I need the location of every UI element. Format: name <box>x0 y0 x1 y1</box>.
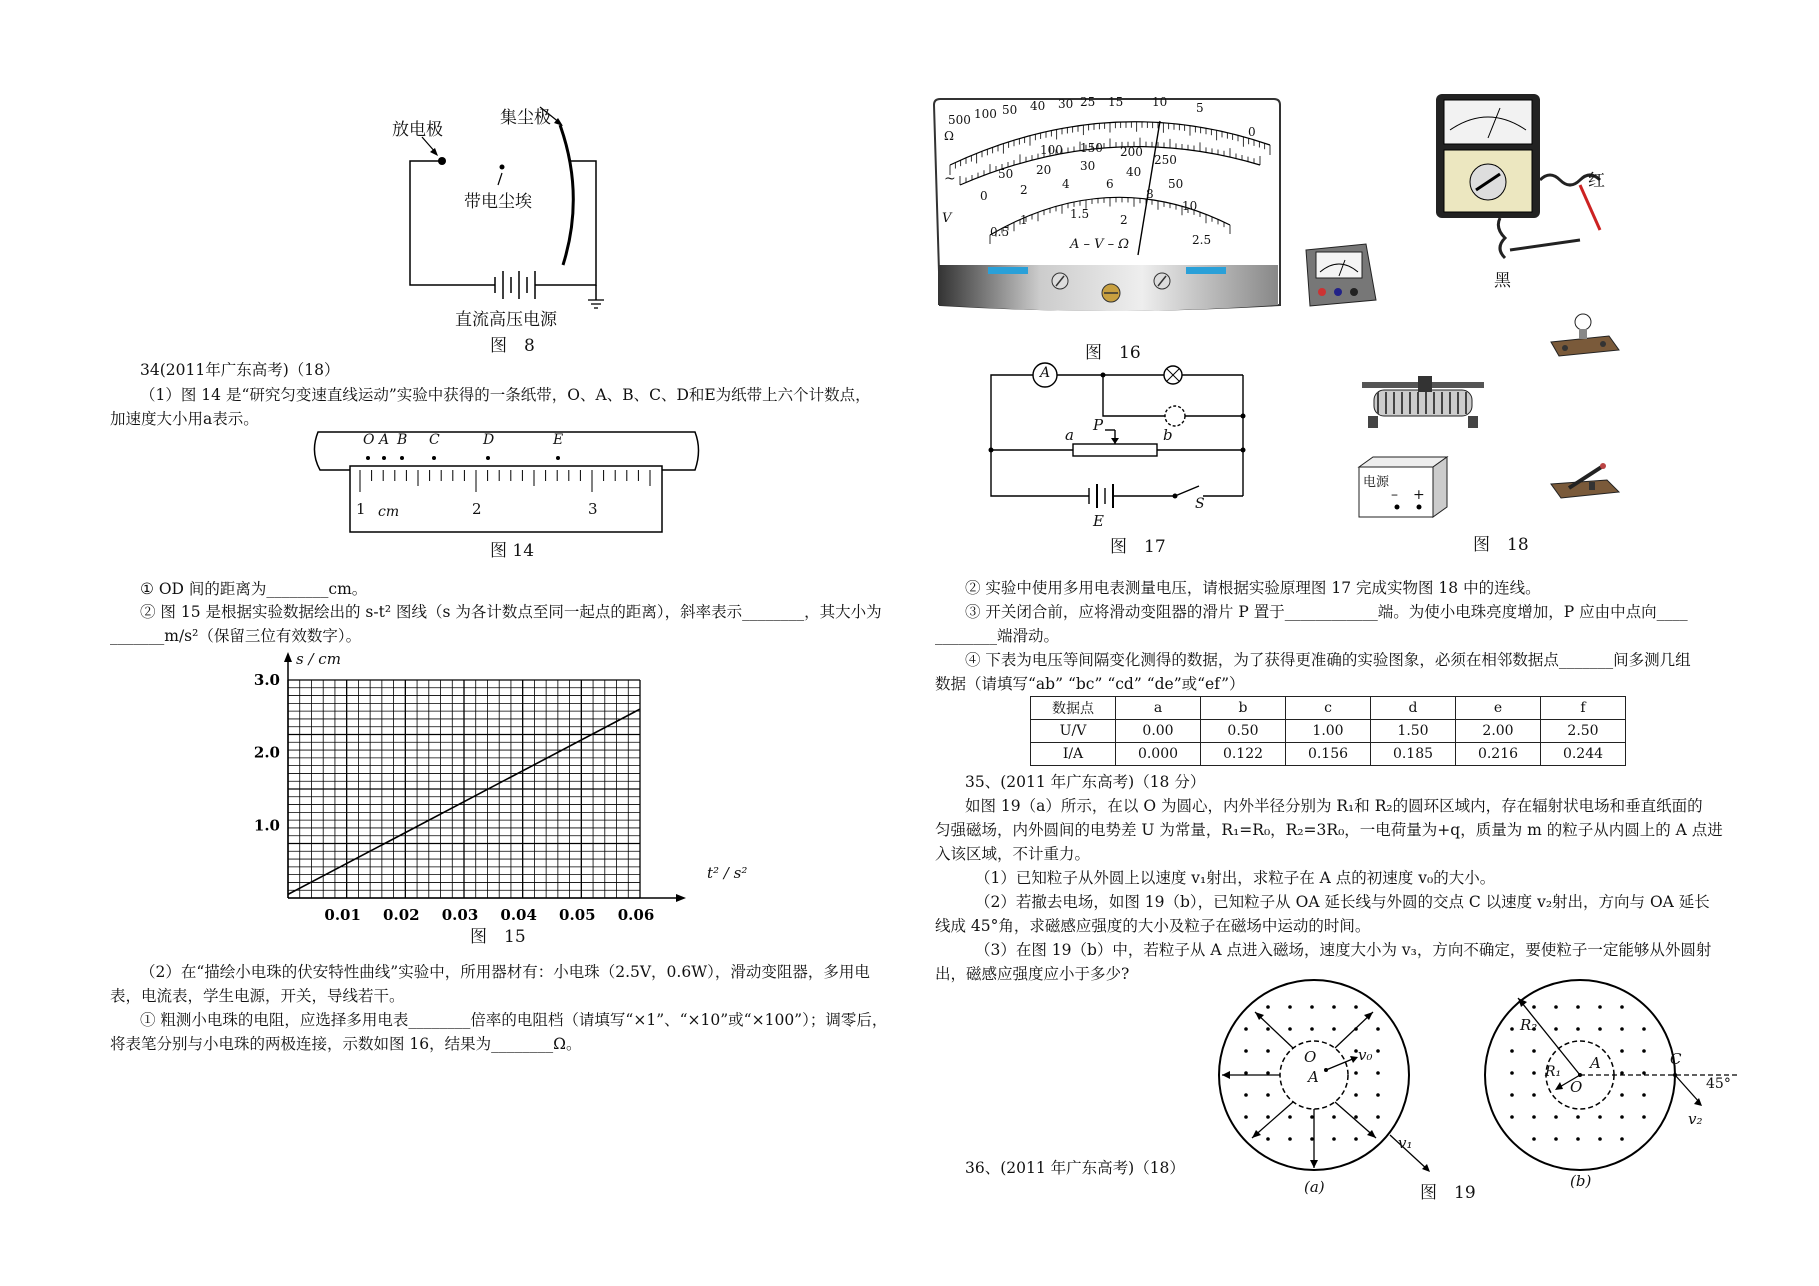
meter-scale-v: 0.5 <box>990 225 1010 239</box>
table-row <box>1031 697 1626 720</box>
figure-16-caption: 图 16 <box>1085 343 1141 363</box>
table-cell: 0.00 <box>1116 720 1201 743</box>
meter-scale-omega: 500 <box>948 113 971 127</box>
multimeter-device <box>1430 90 1610 290</box>
table-cell: 2.50 <box>1541 720 1626 743</box>
x-tick-label: 0.02 <box>383 906 420 920</box>
small-ammeter-device <box>1300 240 1380 310</box>
fig19b-v2: v₂ <box>1688 1110 1703 1128</box>
figure-17-caption: 图 17 <box>1110 537 1166 557</box>
x-tick-label: 0.03 <box>441 906 479 920</box>
table-cell: 0.156 <box>1286 743 1371 766</box>
power-supply-component <box>1355 455 1451 521</box>
battery-symbol <box>495 271 535 299</box>
table-cell: 1.50 <box>1371 720 1456 743</box>
tape-point-label: D <box>483 432 495 448</box>
figure-19 <box>1200 970 1760 1203</box>
q34-q1: ① OD 间的距离为________cm。 <box>140 580 368 598</box>
ruler-unit: cm <box>378 504 400 520</box>
meter-scale-low: 4 <box>1062 177 1070 191</box>
figure-8-caption: 图 8 <box>490 336 535 356</box>
meter-scale-mid: 40 <box>1126 165 1142 179</box>
meter-scale-omega: 50 <box>1002 103 1018 117</box>
meter-omega-label: Ω <box>944 129 954 143</box>
meter-scale-omega: 0 <box>1248 125 1256 139</box>
table-row <box>1031 743 1626 766</box>
bulb-component <box>1545 310 1625 360</box>
label-discharge-electrode: 放电极 <box>392 120 443 140</box>
table-row <box>1031 720 1626 743</box>
magnetic-field-diagrams <box>1200 970 1760 1180</box>
ruler-number: 1 <box>356 500 366 518</box>
meter-scale-mid: 20 <box>1036 163 1052 177</box>
q34b-q4a: ④ 下表为电压等间隔变化测得的数据，为了获得更准确的实验图象，必须在相邻数据点_______间多测几组 <box>965 651 1691 669</box>
table-cell: 0.000 <box>1116 743 1201 766</box>
q34b-q3b: ________端滑动。 <box>935 627 1060 645</box>
y-tick-label: 1.0 <box>253 816 280 835</box>
meter-scale-mid: 30 <box>1080 159 1096 173</box>
tape-point-label: B <box>397 432 408 448</box>
figure-18-caption: 图 18 <box>1473 535 1529 555</box>
meter-scale-low: 2 <box>1020 183 1028 197</box>
fig19b-angle: 45° <box>1706 1076 1731 1092</box>
table-cell: 0.244 <box>1541 743 1626 766</box>
meter-scale-v: 2.5 <box>1192 233 1212 247</box>
meter-scale-dc: 100 <box>1040 143 1063 157</box>
table-cell: 0.122 <box>1201 743 1286 766</box>
multimeter-dial <box>930 95 1290 325</box>
q34-p3b: 表，电流表，学生电源，开关，导线若干。 <box>110 987 405 1005</box>
table-cell: e <box>1456 697 1541 720</box>
voltmeter-symbol <box>1165 406 1185 426</box>
fig19b-C: C <box>1670 1050 1682 1068</box>
fig19a-v1: v₁ <box>1398 1134 1413 1152</box>
figure-16 <box>930 95 1290 325</box>
meter-scale-omega: 15 <box>1108 95 1124 109</box>
meter-scale-low: 8 <box>1146 187 1154 201</box>
table-cell: 0.50 <box>1201 720 1286 743</box>
fig19b-A: A <box>1590 1054 1601 1072</box>
fig19a-v0: v₀ <box>1358 1046 1373 1064</box>
q34-q2b: _______m/s²（保留三位有效数字）。 <box>110 627 362 645</box>
s-t2-chart <box>250 650 770 920</box>
ruler-number: 2 <box>472 500 482 518</box>
fig19b-R2: R₂ <box>1520 1016 1538 1034</box>
tape-point-label: A <box>379 432 390 448</box>
q34-header: 34(2011年广东高考)（18） <box>140 361 340 379</box>
figure-19-caption: 图 19 <box>1420 1183 1476 1203</box>
q35-p1: 如图 19（a）所示，在以 O 为圆心，内外半径分别为 R₁和 R₂的圆环区域内，存在辐射状电场和垂直纸面的 <box>965 797 1703 815</box>
q34b-q2: ② 实验中使用多用电表测量电压，请根据实验原理图 17 完成实物图 18 中的连线。 <box>965 579 1541 597</box>
q34b-q4b: 数据（请填写“ab” “bc” “cd” “de”或“ef”） <box>935 675 1245 693</box>
q34-p3a: （2）在“描绘小电珠的伏安特性曲线”实验中，所用器材有：小电珠（2.5V，0.6W），滑动变阻器，多用电 <box>140 963 870 981</box>
q34b-q3a: ③ 开关闭合前，应将滑动变阻器的滑片 P 置于____________端。为使小电珠亮度增加，P 应由中点向____ <box>965 603 1688 621</box>
chart-xlabel: t² / s² <box>707 864 748 882</box>
meter-scale-low: 10 <box>1182 199 1198 213</box>
table-cell: a <box>1116 697 1201 720</box>
discharge-electrode-dot <box>438 157 446 165</box>
tape-point-label: E <box>553 432 564 448</box>
table-cell: 0.216 <box>1456 743 1541 766</box>
figure-8 <box>392 95 630 356</box>
switch-label-s: S <box>1195 496 1205 512</box>
table-cell: I/A <box>1031 743 1116 766</box>
power-supply-plus: + <box>1413 487 1425 503</box>
meter-scale-mid: 50 <box>1168 177 1184 191</box>
meter-scale-dc: 200 <box>1120 145 1143 159</box>
q34-p1: （1）图 14 是“研究匀变速直线运动”实验中获得的一条纸带，O、A、B、C、D和E为纸带上六个计数点， <box>140 386 871 404</box>
y-tick-label: 3.0 <box>253 671 280 689</box>
meter-v-label: V <box>942 211 952 226</box>
ruler-number: 3 <box>588 500 598 518</box>
rheostat-label-b: b <box>1163 426 1173 444</box>
q35-s3a: （3）在图 19（b）中，若粒子从 A 点进入磁场，速度大小为 v₃，方向不确定，要使粒子一定能够从外圆射 <box>975 941 1712 959</box>
fig19a-O: O <box>1304 1048 1317 1066</box>
meter-scale-v: 2 <box>1120 213 1128 227</box>
meter-scale-dc: 250 <box>1154 153 1177 167</box>
x-tick-label: 0.05 <box>559 906 596 920</box>
meter-scale-v: 1 <box>1020 213 1028 227</box>
q35-s2b: 线成 45°角，求磁感应强度的大小及粒子在磁场中运动的时间。 <box>935 917 1371 935</box>
meter-scale-omega: 30 <box>1058 97 1074 111</box>
fig19b-O: O <box>1570 1078 1583 1096</box>
label-dc-power: 直流高压电源 <box>455 310 557 330</box>
table-cell: 1.00 <box>1286 720 1371 743</box>
q34-p4b: 将表笔分别与小电珠的两极连接，示数如图 16，结果为________Ω。 <box>110 1035 582 1053</box>
q35-s1: （1）已知粒子从外圆上以速度 v₁射出，求粒子在 A 点的初速度 v₀的大小。 <box>975 869 1496 887</box>
data-table <box>1030 696 1626 766</box>
fig19a-A: A <box>1308 1068 1319 1086</box>
fig19b-label: (b) <box>1570 1172 1592 1190</box>
q35-s2a: （2）若撤去电场，如图 19（b），已知粒子从 OA 延长线与外圆的交点 C 以速度 v₂射出，方向与 OA 延长 <box>975 893 1710 911</box>
power-supply-label: 电源 <box>1363 475 1390 490</box>
ammeter-label: A <box>1040 365 1051 381</box>
table-cell: b <box>1201 697 1286 720</box>
meter-scale-low: 0 <box>980 189 988 203</box>
x-tick-label: 0.04 <box>500 906 537 920</box>
meter-panel-label: A – V – Ω <box>1070 237 1130 252</box>
tape-point-label: O <box>363 432 375 448</box>
table-cell: f <box>1541 697 1626 720</box>
x-tick-label: 0.06 <box>617 906 655 920</box>
meter-scale-omega: 10 <box>1152 95 1168 109</box>
power-supply-minus: – <box>1391 487 1398 503</box>
rheostat-label-p: P <box>1093 416 1104 434</box>
table-cell: d <box>1371 697 1456 720</box>
meter-scale-omega: 40 <box>1030 99 1046 113</box>
y-tick-label: 2.0 <box>253 743 280 762</box>
battery-label-e: E <box>1093 512 1104 530</box>
q34-p2: 加速度大小用a表示。 <box>110 410 259 428</box>
q34-q2a: ② 图 15 是根据实验数据绘出的 s-t² 图线（s 为各计数点至同一起点的距离），斜率表示________，其大小为 <box>140 603 882 621</box>
table-cell: 2.00 <box>1456 720 1541 743</box>
figure-14-caption: 图 14 <box>490 541 535 561</box>
meter-tilde-label: ~ <box>944 171 956 187</box>
q34-p4a: ① 粗测小电珠的电阻，应选择多用电表________倍率的电阻档（请填写“×1”、“×10”或“×100”）；调零后， <box>140 1011 888 1029</box>
tape-point-label: C <box>429 432 440 448</box>
figure-15-caption: 图 15 <box>470 927 526 947</box>
q35-header: 35、(2011 年广东高考)（18 分） <box>965 773 1206 791</box>
label-collector-electrode: 集尘极 <box>500 108 551 128</box>
meter-scale-omega: 100 <box>974 107 997 121</box>
switch-component <box>1545 460 1625 500</box>
q35-p3: 入该区域，不计重力。 <box>935 845 1091 863</box>
circuit-diagram-17 <box>985 360 1255 540</box>
meter-scale-omega: 25 <box>1080 95 1096 109</box>
q35-s3b: 出，磁感应强度应小于多少? <box>935 965 1130 983</box>
fig19a-label: (a) <box>1304 1178 1325 1196</box>
rheostat-component <box>1358 372 1488 432</box>
figure-17 <box>985 360 1255 560</box>
meter-scale-mid: 50 <box>998 167 1014 181</box>
collector-electrode-arc <box>560 125 573 265</box>
x-tick-label: 0.01 <box>324 906 361 920</box>
table-cell: U/V <box>1031 720 1116 743</box>
rheostat-label-a: a <box>1065 426 1074 444</box>
meter-scale-v: 1.5 <box>1070 207 1090 221</box>
figure-14 <box>310 430 710 560</box>
q35-p2: 匀强磁场，内外圆间的电势差 U 为常量，R₁=R₀，R₂=3R₀，一电荷量为+q，质量为 m 的粒子从内圆上的 A 点进 <box>935 821 1723 839</box>
table-cell: c <box>1286 697 1371 720</box>
table-cell: 0.185 <box>1371 743 1456 766</box>
label-red-probe: 红 <box>1588 171 1605 191</box>
fig19b-R1: R₁ <box>1545 1064 1562 1080</box>
label-black-probe: 黑 <box>1494 271 1511 291</box>
label-charged-dust: 带电尘埃 <box>464 192 532 212</box>
q36-header: 36、(2011 年广东高考)（18） <box>965 1159 1185 1177</box>
meter-scale-dc: 150 <box>1080 141 1103 155</box>
table-cell: 数据点 <box>1031 697 1116 720</box>
meter-scale-low: 6 <box>1106 177 1114 191</box>
figure-15 <box>250 650 770 950</box>
chart-ylabel: s / cm <box>296 650 341 668</box>
meter-scale-omega: 5 <box>1196 101 1204 115</box>
